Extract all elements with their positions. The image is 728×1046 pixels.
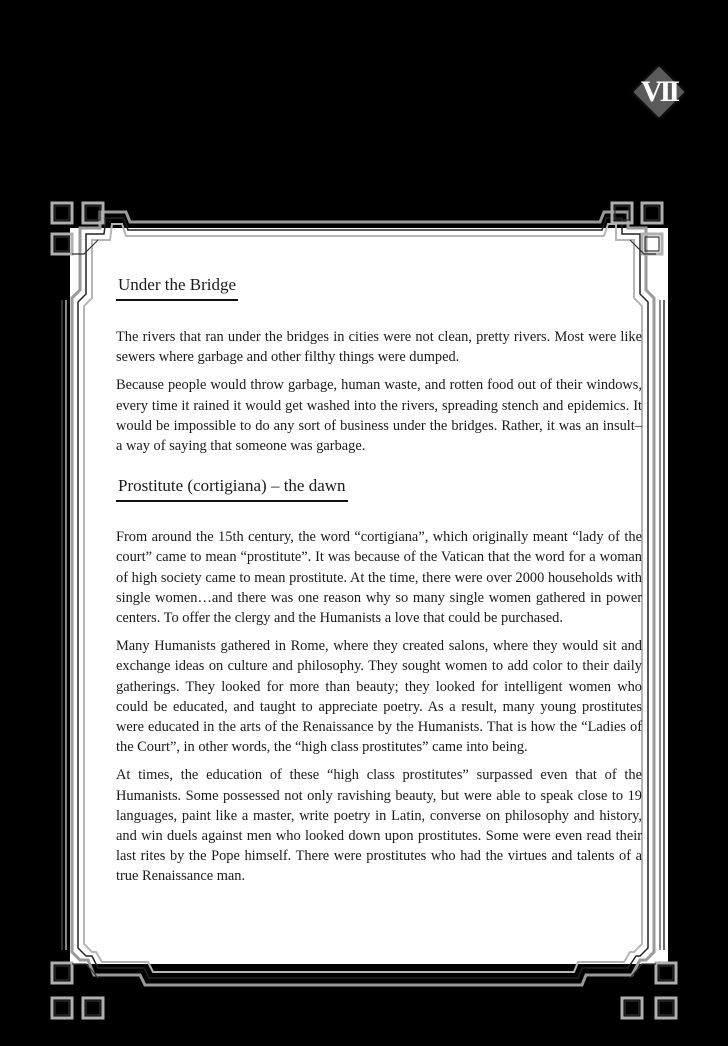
paragraph: Many Humanists gathered in Rome, where they created salons, where they would sit and exchange ideas on culture and philosophy. They sought women to add color to their daily gatherings. They looked for more than beauty; they looked for intelligent women who could be educated, and taught to appreciate poetry. As a result, many young prostitutes were educated in the arts of the Renaissance by the Humanists. That is how the “Ladies of the Court”, in other words, the “high class prostitutes” came into being.: [116, 638, 642, 756]
paragraph: At times, the education of these “high class prostitutes” surpassed even that of the Humanists. Some possessed not only ravishing beauty, but were able to speak close to 19 languages, paint like a master, write poetry in Latin, converse on philosophy and history, and win duels against men who looked down upon prostitutes. Some were even read their last rites by the Pope himself. There were prostitutes who had the virtues and talents of a true Renaissance man.: [116, 767, 642, 885]
paragraph: The rivers that ran under the bridges in cities were not clean, pretty rivers. Most were like sewers where garbage and other filthy things were dumped.: [116, 329, 642, 366]
paragraph: Because people would throw garbage, human waste, and rotten food out of their windows, every time it rained it would get washed into the rivers, spreading stench and epidemics. It would be impossible to do any sort of business under the bridges. Rather, it was an insult– a way of saying that someone was garbage.: [116, 377, 642, 455]
section-heading: Prostitute (cortigiana) – the dawn: [116, 476, 348, 502]
section-body: [116, 527, 642, 886]
paragraph: From around the 15th century, the word “cortigiana”, which originally meant “lady of the court” came to mean “prostitute”. It was because of the Vatican that the word for a woman of high society came to mean prostitute. At the time, there were over 2000 households with single women…and there was one reason why so many single women gathered in power centers. To offer the clergy and the Humanists a love that could be purchased.: [116, 529, 642, 627]
chapter-numeral: VII: [640, 75, 677, 108]
section-heading: Under the Bridge: [116, 275, 238, 301]
article-content: [116, 270, 642, 895]
section-body: [116, 327, 642, 456]
